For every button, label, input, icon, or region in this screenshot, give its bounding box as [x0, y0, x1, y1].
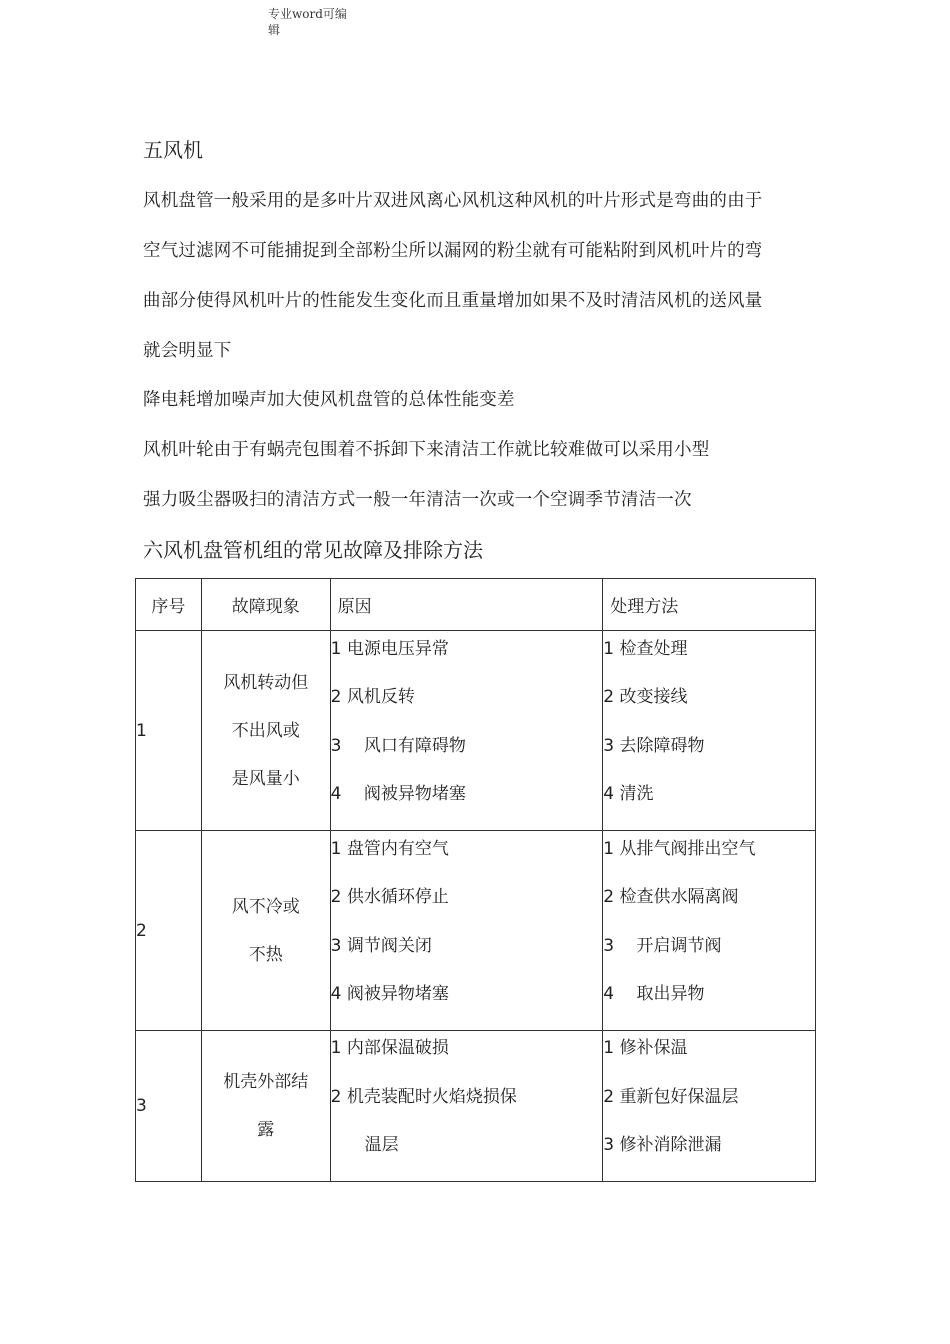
symptom-cell	[201, 1031, 330, 1182]
row-number: 2	[136, 831, 202, 1031]
watermark-line-1: 专业word可编	[268, 7, 347, 21]
symptom-line: 风不冷或	[231, 896, 300, 917]
fix-item: 1 从排气阀排出空气	[603, 838, 756, 859]
symptom-line: 是风量小	[231, 768, 300, 789]
fix-item: 2 重新包好保温层	[603, 1086, 739, 1107]
cause-item: 3 调节阀关闭	[330, 935, 432, 956]
cause-item: 1 盘管内有空气	[330, 838, 449, 859]
paragraph: 空气过滤网不可能捕捉到全部粉尘所以漏网的粉尘就有可能粘附到风机叶片的弯	[143, 241, 763, 261]
symptom-line: 不出风或	[231, 720, 300, 741]
section-5-title: 五风机	[143, 138, 203, 162]
table-row	[136, 1031, 816, 1182]
row-number: 1	[136, 631, 202, 831]
fix-cell	[603, 831, 816, 1031]
row-number: 3	[136, 1031, 202, 1182]
header-fix: 处理方法	[603, 579, 816, 631]
fix-item: 4 取出异物	[603, 984, 705, 1004]
fix-item: 4 清洗	[603, 784, 654, 804]
cause-item: 2 风机反转	[330, 687, 415, 707]
symptom-line: 机壳外部结	[223, 1072, 309, 1092]
cause-item-continuation: 温层	[364, 1135, 399, 1156]
section-6-title: 六风机盘管机组的常见故障及排除方法	[143, 538, 483, 562]
cause-cell	[330, 1031, 603, 1182]
cause-item: 3 风口有障碍物	[330, 735, 466, 756]
fix-item: 2 检查供水隔离阀	[603, 887, 739, 907]
header-no: 序号	[136, 579, 202, 631]
header-symptom: 故障现象	[201, 579, 330, 631]
cause-item: 1 内部保温破损	[330, 1038, 449, 1059]
paragraph: 强力吸尘器吸扫的清洁方式一般一年清洁一次或一个空调季节清洁一次	[143, 490, 692, 510]
header-cause: 原因	[330, 579, 603, 631]
symptom-cell	[201, 631, 330, 831]
watermark-line-2: 辑	[268, 23, 281, 37]
fault-table	[135, 578, 816, 1182]
symptom-cell	[201, 831, 330, 1031]
paragraph: 风机盘管一般采用的是多叶片双进风离心风机这种风机的叶片形式是弯曲的由于	[143, 191, 763, 211]
cause-item: 4 阀被异物堵塞	[330, 984, 449, 1004]
fix-item: 3 开启调节阀	[603, 935, 722, 956]
symptom-line: 不热	[248, 944, 283, 965]
fix-item: 1 修补保温	[603, 1038, 688, 1059]
cause-item: 2 供水循环停止	[330, 887, 449, 907]
fix-item: 3 修补消除泄漏	[603, 1135, 722, 1156]
table-header-row	[136, 579, 816, 631]
table-row	[136, 831, 816, 1031]
symptom-line: 露	[257, 1120, 275, 1140]
symptom-line: 风机转动但	[223, 672, 309, 693]
table-row	[136, 631, 816, 831]
paragraph: 曲部分使得风机叶片的性能发生变化而且重量增加如果不及时清洁风机的送风量	[143, 291, 763, 311]
watermark	[268, 6, 347, 38]
fix-cell	[603, 631, 816, 831]
fix-cell	[603, 1031, 816, 1182]
cause-item: 1 电源电压异常	[330, 638, 449, 659]
paragraph: 风机叶轮由于有蜗壳包围着不拆卸下来清洁工作就比较难做可以采用小型	[143, 440, 710, 460]
fix-item: 2 改变接线	[603, 687, 688, 707]
cause-item: 4 阀被异物堵塞	[330, 784, 466, 804]
cause-cell	[330, 631, 603, 831]
paragraph: 就会明显下	[143, 341, 232, 361]
cause-item: 2 机壳装配时火焰烧损保	[330, 1086, 517, 1107]
paragraph: 降电耗增加噪声加大使风机盘管的总体性能变差	[143, 390, 515, 410]
fix-item: 3 去除障碍物	[603, 735, 705, 756]
cause-cell	[330, 831, 603, 1031]
fix-item: 1 检查处理	[603, 638, 688, 659]
